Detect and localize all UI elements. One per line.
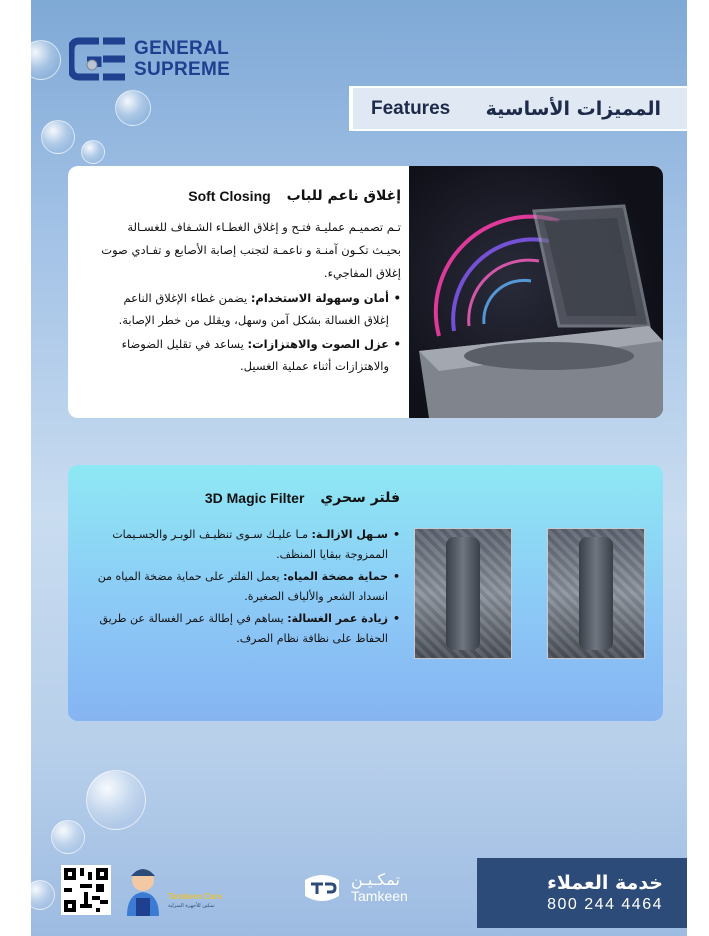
customer-service-label: خدمة العملاء bbox=[547, 872, 663, 894]
soft-closing-title-ar: إغلاق ناعم للباب bbox=[286, 188, 401, 204]
tamkeen-name-en: Tamkeen bbox=[351, 888, 408, 904]
tamkeen-care-label: Tamkeen Care bbox=[168, 892, 223, 901]
bubble-decoration bbox=[115, 90, 151, 126]
bullet-heading: زيادة عمر الغسالة: bbox=[287, 612, 388, 625]
qr-code bbox=[61, 865, 111, 915]
bullet-heading: سـهل الازالـة: bbox=[311, 528, 388, 541]
brand-name-line1: GENERAL bbox=[134, 38, 229, 59]
features-title-en: Features bbox=[371, 97, 451, 119]
magic-filter-bullets bbox=[88, 525, 400, 651]
washing-machine-lid-image bbox=[409, 166, 663, 418]
list-item bbox=[88, 567, 400, 607]
filter-core bbox=[579, 537, 614, 651]
tamkeen-text bbox=[351, 872, 408, 904]
soft-closing-card bbox=[68, 166, 663, 418]
filter-photo-1 bbox=[414, 528, 512, 659]
filter-photo-2 bbox=[547, 528, 645, 659]
brand-name-line2: SUPREME bbox=[134, 59, 231, 80]
tamkeen-logo bbox=[301, 872, 408, 904]
bullet-heading: أمان وسهولة الاستخدام: bbox=[250, 291, 389, 305]
bullet-heading: عزل الصوت والاهتزازات: bbox=[247, 337, 389, 351]
filter-core bbox=[446, 537, 481, 651]
page bbox=[31, 0, 687, 936]
bubble-decoration bbox=[41, 120, 75, 154]
general-supreme-logo-icon bbox=[69, 37, 131, 81]
bullet-text: مـا عليـك سـوى تنظيـف الوبـر والجسـيمات الممزوجة ببقايا المنظف. bbox=[112, 528, 388, 561]
soft-closing-description: تـم تصميـم عمليـة فتـح و إغلاق الغطـاء الشـفاف للغسـالة بحيـث تكـون آمنـة و ناعمـة لتجنب إصابة الأصابع و تفـادي صوت إغلاق المفاجيء. bbox=[101, 220, 401, 280]
bubble-decoration bbox=[81, 140, 105, 164]
soft-closing-bullets bbox=[101, 287, 401, 377]
tamkeen-logo-icon bbox=[301, 872, 343, 904]
soft-closing-photo bbox=[409, 166, 663, 418]
magic-filter-title bbox=[205, 490, 400, 506]
magic-filter-title-ar: فلتر سحري bbox=[320, 490, 400, 506]
bullet-text: يساهم في إطالة عمر الغسالة عن طريق الحفاظ على نظافة نظام الصرف. bbox=[99, 612, 388, 645]
brand-name bbox=[134, 38, 230, 80]
brand-logo bbox=[69, 37, 230, 81]
customer-service-band bbox=[477, 858, 687, 928]
tamkeen-care-subtitle: تمكين للأجهزة المنزلية bbox=[168, 903, 215, 909]
list-item bbox=[101, 287, 401, 331]
list-item bbox=[88, 609, 400, 649]
features-title-ar: المميزات الأساسية bbox=[485, 97, 661, 120]
bullet-text: يساعد في تقليل الضوضاء والاهتزازات أثناء عملية الغسيل. bbox=[121, 337, 389, 373]
list-item bbox=[101, 333, 401, 377]
list-item bbox=[88, 525, 400, 565]
bullet-heading: حماية مضخة المياه: bbox=[283, 570, 388, 583]
bubble-decoration bbox=[51, 820, 85, 854]
soft-closing-text bbox=[101, 188, 401, 379]
magic-filter-title-en: 3D Magic Filter bbox=[204, 490, 305, 506]
bubble-decoration bbox=[86, 770, 146, 830]
soft-closing-title-en: Soft Closing bbox=[188, 188, 271, 204]
magic-filter-card bbox=[68, 465, 663, 721]
qr-code-icon bbox=[64, 868, 108, 912]
bullet-text: يضمن غطاء الإغلاق الناعم إغلاق الغسالة بشكل آمن وسهل، ويقلل من خطر الإصابة. bbox=[118, 291, 389, 327]
soft-closing-title bbox=[101, 188, 401, 204]
customer-service-phone[interactable]: 800 244 4464 bbox=[547, 896, 663, 913]
technician-mascot-icon bbox=[119, 862, 167, 916]
bullet-text: يعمل الفلتر على حماية مضخة المياه من انسداد الشعر والألياف الصغيرة. bbox=[97, 570, 388, 603]
tamkeen-name-ar: تمكـيـن bbox=[351, 870, 400, 889]
features-header bbox=[349, 86, 687, 131]
bubble-decoration bbox=[31, 40, 61, 80]
bubble-decoration bbox=[31, 880, 55, 910]
